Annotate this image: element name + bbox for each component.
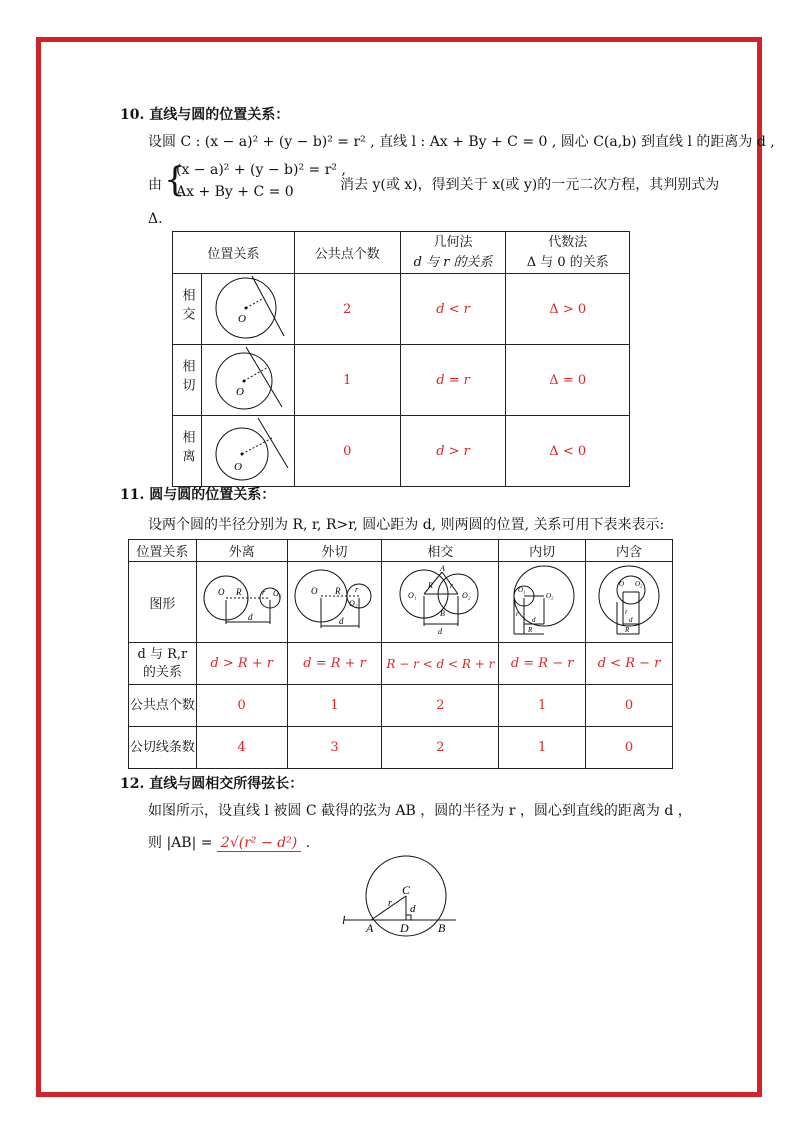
header-alg-sub: Δ 与 0 的关系 [526,254,609,270]
section-12-heading: 12. 直线与圆相交所得弦长： [120,776,304,792]
system-brace: { [164,160,186,200]
row-label-cell [173,345,202,416]
label-B: B [438,921,446,935]
section-11-heading: 11. 圆与圆的位置关系： [120,487,276,503]
points-cell: 2 [382,685,499,727]
system-eq1: (x − a)² + (y − b)² = r² , [176,162,346,178]
label-r: r [261,588,265,597]
points-cell: 0 [196,685,287,727]
col-header: 相交 [382,540,499,562]
label-O2: O₂ [272,589,282,598]
formula-prefix: 则 |AB| = [148,835,213,851]
label-O1: O₁ [518,586,526,594]
col-header: 外切 [287,540,382,562]
corner-cell: 位置关系 [129,540,197,562]
center-label: O [233,461,242,473]
relation-cell: d < R − r [586,643,673,685]
label-d: d [532,616,536,624]
label-B: B [440,609,446,618]
delta-line: Δ. [148,211,163,227]
row-label-points: 公共点个数 [129,685,197,727]
row-label-tangents: 公切线条数 [129,727,197,769]
header-position: 位置关系 [173,232,295,274]
label-R: R [528,626,533,634]
alg-cell: Δ > 0 [506,274,630,345]
tangent-cell: 3 [287,727,382,769]
line-circle-table [172,231,630,487]
figure-intersecting [382,562,499,643]
figure-internal-tangent [499,562,586,643]
chord-figure [338,852,462,940]
label-O: O [310,586,318,596]
geo-cell: d > r [400,416,506,487]
section-11-intro: 设两个圆的半径分别为 R, r, R>r, 圆心距为 d, 则两圆的位置, 关系可用下表来表示: [148,517,665,533]
points-cell: 1 [287,685,382,727]
col-header: 外离 [196,540,287,562]
geo-cell: d < r [400,274,506,345]
figure-intersect [201,274,294,345]
label-O2: O₂ [348,599,358,608]
row-label-intersect: 相交 [179,288,195,326]
label-A: A [440,564,446,573]
label-d: d [338,616,344,626]
tangent-cell: 0 [586,727,673,769]
label-A: A [366,921,374,935]
points-cell: 1 [294,345,400,416]
label-d: d [629,616,633,624]
points-cell: 0 [294,416,400,487]
label-O2: O₂ [546,592,554,600]
points-cell: 0 [586,685,673,727]
label-d: d [410,903,416,915]
label-d: d [247,612,253,622]
label-R: R [428,581,434,590]
tangent-cell: 1 [499,727,586,769]
row-label-relation: d 与 R,r 的关系 [129,643,197,685]
label-l: l [342,913,346,927]
col-header: 内切 [499,540,586,562]
header-geo-sub: d 与 r 的关系 [413,254,493,270]
row-label-separate: 相离 [179,430,195,468]
label-D: D [400,921,409,935]
row-label-figure: 图形 [129,562,197,643]
label-r: r [354,585,358,594]
alg-cell: Δ < 0 [506,416,630,487]
section-10-line1: 设圆 C : (x − a)² + (y − b)² = r² , 直线 l : Ax + By + C = 0 , 圆心 C(a,b) 到直线 l 的距离为 d , [148,134,775,150]
label-R: R [235,587,242,597]
center-label: O [235,386,244,398]
system-prefix: 由 [148,177,162,193]
tangent-cell: 2 [382,727,499,769]
label-R: R [625,626,630,634]
header-alg-title: 代数法 [548,234,588,250]
header-geo-title: 几何法 [433,234,473,250]
tangent-cell: 4 [196,727,287,769]
row-label-tangent: 相切 [179,359,195,397]
section-12-line1: 如图所示，设直线 l 被圆 C 截得的弦为 AB ，圆的半径为 r ，圆心到直线的距离为 d ， [148,803,692,819]
points-cell: 2 [294,274,400,345]
relation-cell: d = R − r [499,643,586,685]
system-suffix: 消去 y(或 x)，得到关于 x(或 y)的一元二次方程，其判别式为 [340,177,720,193]
row-label-cell [173,274,202,345]
alg-cell: Δ = 0 [506,345,630,416]
label-O: O [217,587,225,597]
label-C: C [402,883,411,897]
label-r: r [516,610,519,618]
circle-circle-table [128,539,673,769]
points-cell: 1 [499,685,586,727]
formula-suffix: . [305,835,311,851]
system-eq2: Ax + By + C = 0 [176,184,294,200]
figure-contained [586,562,673,643]
header-points: 公共点个数 [294,232,400,274]
figure-external [196,562,287,643]
col-header: 内含 [586,540,673,562]
label-O: O [619,580,625,588]
label-O1: O₁ [408,591,417,600]
relation-cell: d = R + r [287,643,382,685]
label-O2: O₂ [462,591,471,600]
section-10-heading: 10. 直线与圆的位置关系： [120,107,290,123]
chord-formula: 2√(r² − d²) [217,835,301,852]
figure-separate [201,416,294,487]
center-label: O [237,313,246,325]
label-r: r [450,581,454,590]
relation-cell: R − r < d < R + r [382,643,499,685]
label-O2: O₂ [635,580,643,588]
label-r: r [388,898,392,909]
formula-line [148,832,310,852]
geo-cell: d = r [400,345,506,416]
header-alg [506,232,630,274]
figure-external-tangent [287,562,382,643]
label-d: d [438,627,443,636]
relation-cell: d > R + r [196,643,287,685]
row-label-cell [173,416,202,487]
label-R: R [334,586,341,596]
label-r: r [625,608,628,616]
header-geo [400,232,506,274]
figure-tangent [201,345,294,416]
